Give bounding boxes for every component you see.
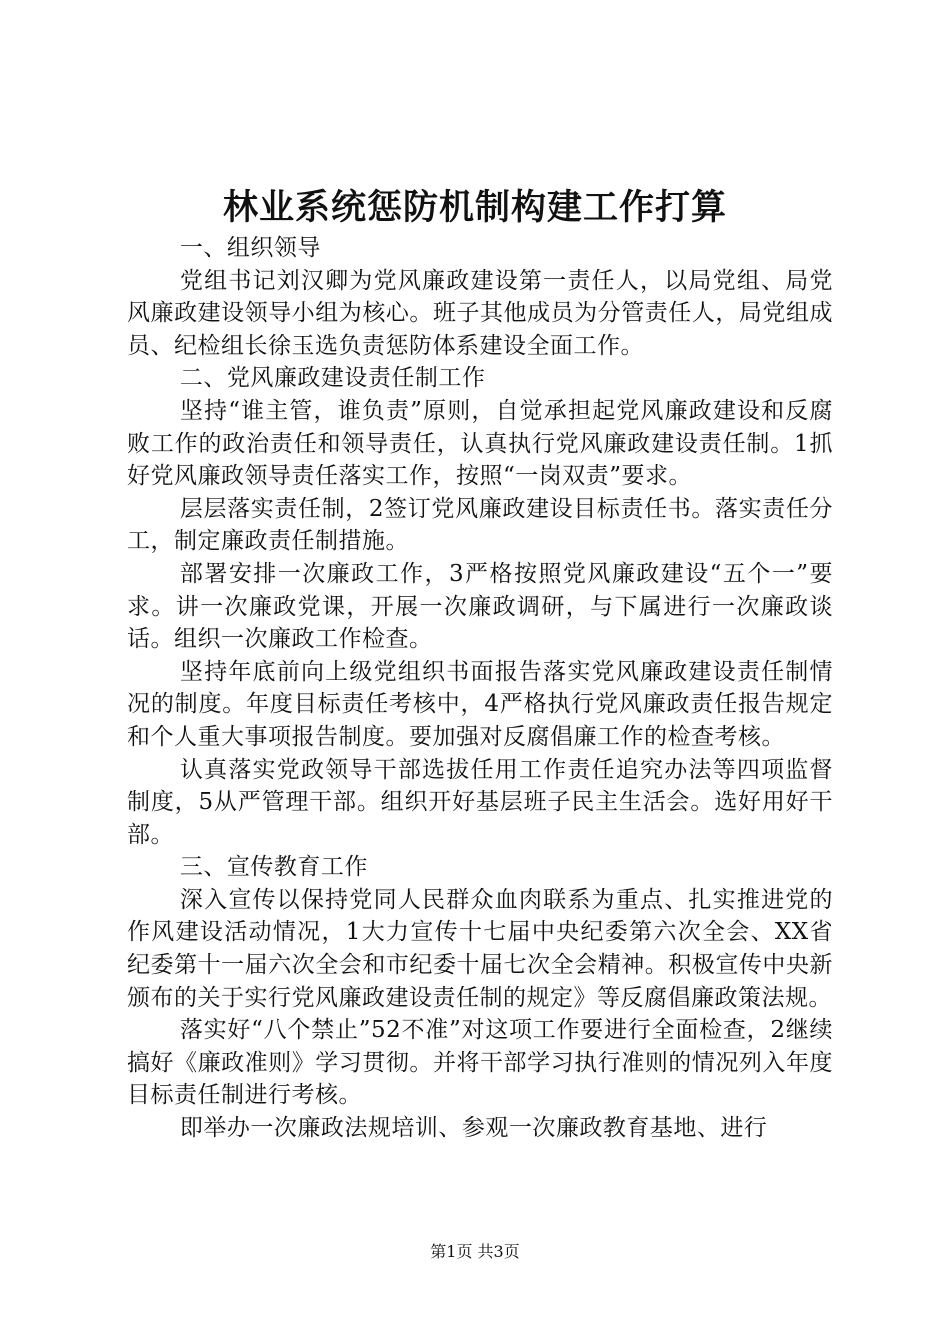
- paragraph: 坚持年底前向上级党组织书面报告落实党风廉政建设责任制情况的制度。年度目标责任考核中，4严格执行党风廉政责任报告规定和个人重大事项报告制度。要加强对反腐倡廉工作的检查考核。: [127, 658, 833, 750]
- section-heading-responsibility: 二、党风廉政建设责任制工作: [179, 365, 486, 392]
- paragraph: 认真落实党政领导干部选拔任用工作责任追究办法等四项监督制度，5从严管理干部。组织开好基层班子民主生活会。选好用好干部。: [127, 756, 833, 848]
- section-heading-education: 三、宣传教育工作: [179, 854, 368, 881]
- document-title: 林业系统惩防机制构建工作打算: [222, 187, 727, 228]
- page-number-footer: 第1页 共3页: [430, 1242, 520, 1261]
- paragraph: 即举办一次廉政法规培训、参观一次廉政教育基地、进行: [179, 1115, 768, 1142]
- paragraph: 党组书记刘汉卿为党风廉政建设第一责任人，以局党组、局党风廉政建设领导小组为核心。班子其他成员为分管责任人，局党组成员、纪检组长徐玉选负责惩防体系建设全面工作。: [127, 267, 833, 359]
- paragraph: 落实好“八个禁止”52不准”对这项工作要进行全面检查，2继续搞好《廉政准则》学习贯彻。并将干部学习执行准则的情况列入年度目标责任制进行考核。: [127, 1017, 833, 1109]
- paragraph: 深入宣传以保持党同人民群众血肉联系为重点、扎实推进党的作风建设活动情况，1大力宣传十七届中央纪委第六次全会、XX省纪委第十一届六次全会和市纪委十届七次全会精神。积极宣传中央新颁布的关于实行党风廉政建设责任制的规定》等反腐倡廉政策法规。: [127, 886, 833, 1011]
- section-heading-organization: 一、组织领导: [179, 235, 321, 261]
- paragraph: 坚持“谁主管，谁负责”原则，自觉承担起党风廉政建设和反腐败工作的政治责任和领导责任，认真执行党风廉政建设责任制。1抓好党风廉政领导责任落实工作，按照“一岗双责”要求。: [127, 397, 833, 490]
- paragraph: 层层落实责任制，2签订党风廉政建设目标责任书。落实责任分工，制定廉政责任制措施。: [127, 495, 833, 555]
- paragraph: 部署安排一次廉政工作，3严格按照党风廉政建设“五个一”要求。讲一次廉政党课，开展一次廉政调研，与下属进行一次廉政谈话。组织一次廉政工作检查。: [127, 560, 833, 653]
- document-body: [127, 232, 833, 1145]
